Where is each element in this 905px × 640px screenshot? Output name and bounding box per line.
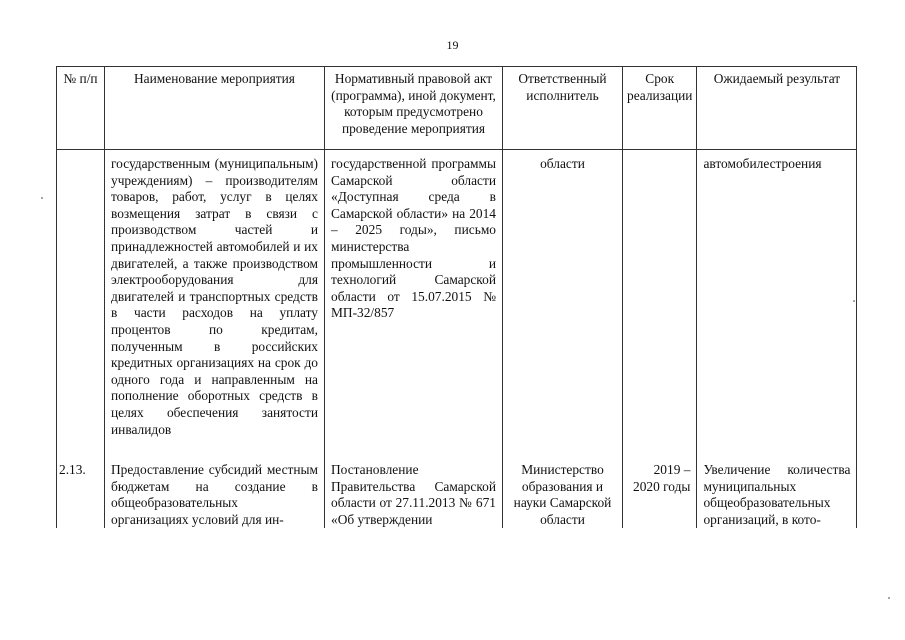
row-term: 2019 – 2020 годы <box>623 452 697 528</box>
row-event-name: Предоставление субсидий местным бюджетам на создание в общеобразовательных организациях условий для ин- <box>105 452 325 528</box>
scan-speck <box>41 197 43 199</box>
row-expected-result: Увеличение количества муниципальных общеобразовательных организаций, в кото- <box>697 452 857 528</box>
scan-speck <box>853 300 855 302</box>
row-number <box>57 150 105 453</box>
header-term: Срок реализации <box>623 67 697 150</box>
page-number: 19 <box>446 38 459 52</box>
row-legal-act: государственной программы Самарской области «Доступная среда в Самарской области» на 2014 – 2025 годы», письмо министерства промышленности и технологий Самарской области от 15.07.2015 № МП-32/857 <box>325 150 503 453</box>
header-number: № п/п <box>57 67 105 150</box>
row-legal-act: Постановление Правительства Самарской области от 27.11.2013 № 671 «Об утверждении <box>325 452 503 528</box>
row-executor: области <box>503 150 623 453</box>
events-table <box>56 66 857 528</box>
header-executor: Ответственный исполнитель <box>503 67 623 150</box>
header-event-name: Наименование мероприятия <box>105 67 325 150</box>
table-header-row <box>57 67 857 150</box>
header-expected-result: Ожидаемый результат <box>697 67 857 150</box>
row-event-name: государственным (муниципальным) учреждениям) – производителям товаров, работ, услуг в целях возмещения затрат в связи с производством частей и принадлежностей автомобилей и их двигателей, а также производством электрооборудования для двигателей и транспортных средств в части расходов на уплату процентов по кредитам, полученным в российских кредитных организациях на срок до одного года и направленным на пополнение оборотных средств в целях обеспечения занятости инвалидов <box>105 150 325 453</box>
row-expected-result: автомобилестроения <box>697 150 857 453</box>
table-row <box>57 150 857 453</box>
scan-speck <box>888 597 890 599</box>
row-executor: Министерство образования и науки Самарской области <box>503 452 623 528</box>
table-row <box>57 452 857 528</box>
row-term <box>623 150 697 453</box>
row-number: 2.13. <box>57 452 105 528</box>
header-legal-act: Нормативный правовой акт (программа), иной документ, которым предусмотрено проведение мероприятия <box>325 67 503 150</box>
